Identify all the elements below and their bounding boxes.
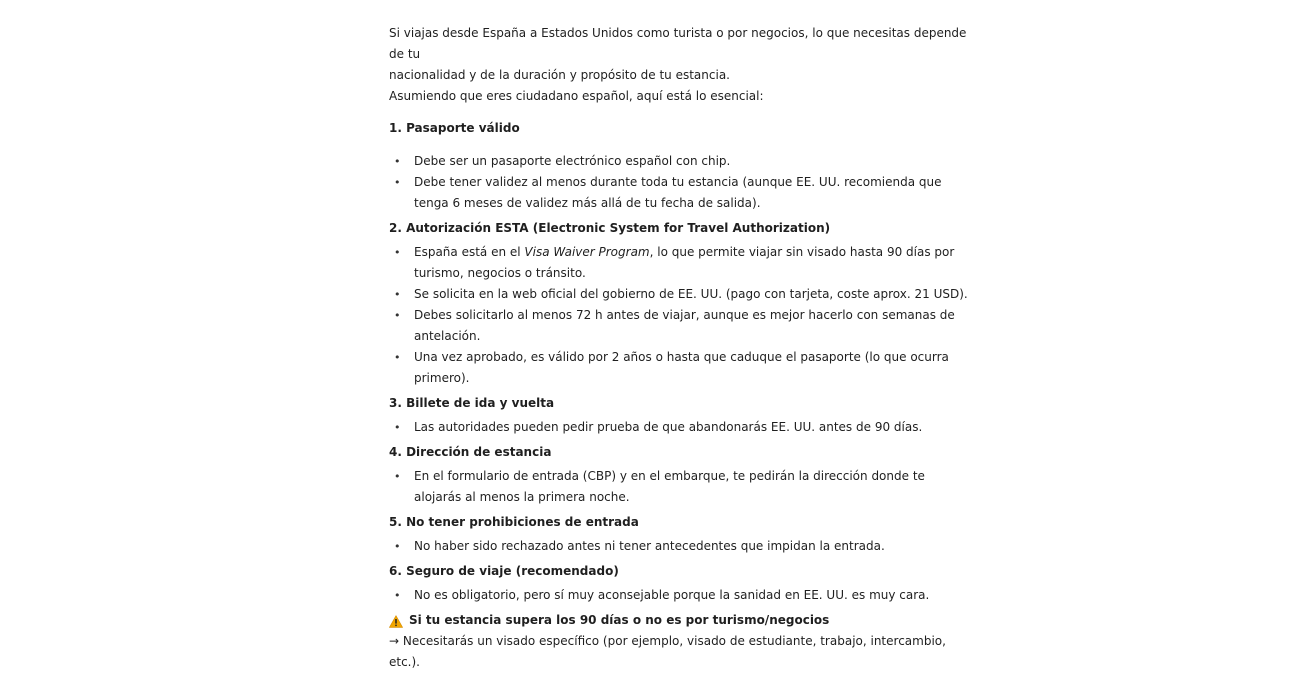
list-item: • España está en el Visa Waiver Program, lo que permite viajar sin visado hasta 90 días por turismo, negocios o tránsito. [389,242,969,284]
list-item: • Debe tener validez al menos durante toda tu estancia (aunque EE. UU. recomienda que tenga 6 meses de validez más allá de tu fecha de salida). [389,172,969,214]
section-heading-insurance: 6. Seguro de viaje (recomendado) [389,564,619,578]
list-item: • No haber sido rechazado antes ni tener antecedentes que impidan la entrada. [389,536,969,557]
section-heading-esta: 2. Autorización ESTA (Electronic System for Travel Authorization) [389,221,831,235]
bullet-icon: • [394,470,401,483]
list-item: • Las autoridades pueden pedir prueba de que abandonarás EE. UU. antes de 90 días. [389,417,969,438]
bullet-icon: • [394,246,401,259]
intro-line-2: nacionalidad y de la duración y propósito de tu estancia. [389,68,730,82]
list-item: • Debes solicitarlo al menos 72 h antes de viajar, aunque es mejor hacerlo con semanas de antelación. [389,305,969,347]
section-list-esta [389,242,969,389]
section-heading-entry-bans: 5. No tener prohibiciones de entrada [389,515,639,529]
bullet-icon: • [394,309,401,322]
list-item: • Una vez aprobado, es válido por 2 años o hasta que caduque el pasaporte (lo que ocurra primero). [389,347,969,389]
warning-icon [389,615,403,628]
section-heading-address: 4. Dirección de estancia [389,445,552,459]
section-list-return-ticket [389,417,969,438]
chat-response [389,23,969,673]
section-list-address [389,466,969,508]
bullet-icon: • [394,589,401,602]
bullet-icon: • [394,176,401,189]
section-list-passport [389,151,969,214]
bullet-icon: • [394,351,401,364]
warning-title: Si tu estancia supera los 90 días o no es por turismo/negocios [409,613,830,627]
intro-paragraph [389,23,969,107]
section-heading-return-ticket: 3. Billete de ida y vuelta [389,396,555,410]
list-item: • Debe ser un pasaporte electrónico español con chip. [389,151,969,172]
list-item: • Se solicita en la web oficial del gobierno de EE. UU. (pago con tarjeta, coste aprox. 21 USD). [389,284,969,305]
intro-line-1: Si viajas desde España a Estados Unidos como turista o por negocios, lo que necesitas depende de tu [389,26,967,61]
section-heading-passport: 1. Pasaporte válido [389,121,520,135]
list-item: • En el formulario de entrada (CBP) y en el embarque, te pedirán la dirección donde te alojarás al menos la primera noche. [389,466,969,508]
bullet-icon: • [394,540,401,553]
bullet-icon: • [394,155,401,168]
visa-waiver-program-term: Visa Waiver Program [524,245,650,259]
list-item: • No es obligatorio, pero sí muy aconsejable porque la sanidad en EE. UU. es muy cara. [389,585,969,606]
warning-note: → Necesitarás un visado específico (por ejemplo, visado de estudiante, trabajo, intercambio, etc.). [389,634,946,669]
section-list-entry-bans [389,536,969,557]
warning-heading [389,610,969,631]
bullet-icon: • [394,288,401,301]
bullet-icon: • [394,421,401,434]
intro-line-3: Asumiendo que eres ciudadano español, aquí está lo esencial: [389,89,764,103]
section-list-insurance [389,585,969,606]
